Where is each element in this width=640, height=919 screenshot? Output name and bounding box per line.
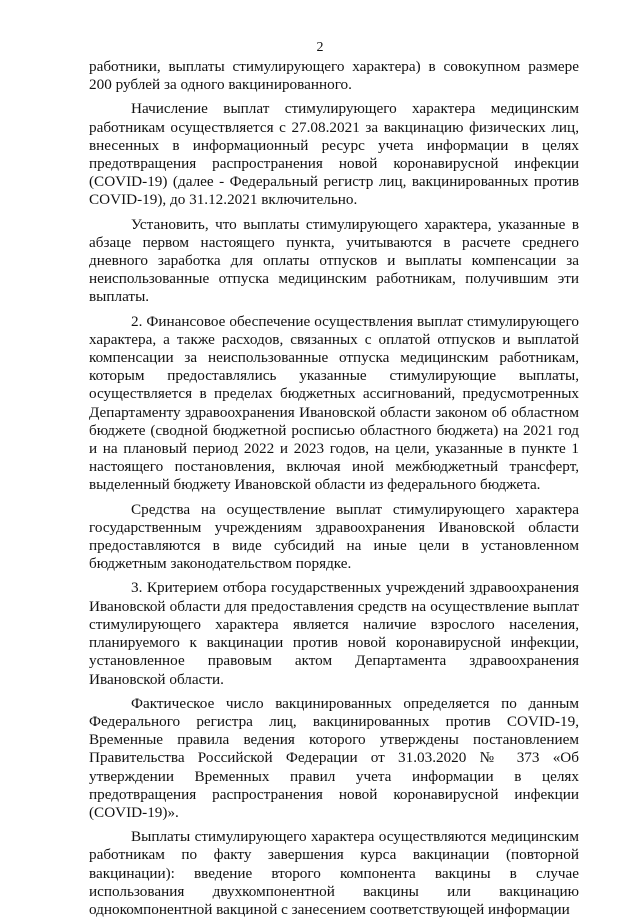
paragraph-2: Начисление выплат стимулирующего характера медицинским работникам осуществляется с 27.08.2021 за вакцинацию физических лиц, внесенных в информационный ресурс учета информации в целях предотвращения распространения новой коронавирусной инфекции (COVID-19) (далее - Федеральный регистр лиц, вакцинированных против COVID-19), до 31.12.2021 включительно. [89, 100, 579, 209]
paragraph-6: 3. Критерием отбора государственных учреждений здравоохранения Ивановской области для предоставления средств на осуществление выплат стимулирующего характера является наличие взрослого населения, планируемого к вакцинации против новой коронавирусной инфекции, установленное правовым актом Департамента здравоохранения Ивановской области. [89, 579, 579, 688]
page-number: 2 [316, 40, 324, 55]
paragraph-4: 2. Финансовое обеспечение осуществления выплат стимулирующего характера, а также расходов, связанных с оплатой отпусков и выплатой компенсации за неиспользованные отпуска медицинским работникам, которым предоставлялись указанные стимулирующие выплаты, осуществляется в пределах бюджетных ассигнований, предусмотренных Департаменту здравоохранения Ивановской области законом об областном бюджете (сводной бюджетной росписью областного бюджета) на 2021 год и на плановый период 2022 и 2023 годов, на цели, указанные в пункте 1 настоящего постановления, включая иной межбюджетный трансферт, выделенный бюджету Ивановской области из федерального бюджета. [89, 312, 579, 494]
paragraph-1-continuation: работники, выплаты стимулирующего характера) в совокупном размере 200 рублей за одного вакцинированного. [89, 58, 579, 94]
paragraph-5: Средства на осуществление выплат стимулирующего характера государственным учреждениям здравоохранения Ивановской области предоставляются в виде субсидий на иные цели в установленном бюджетным законодательством порядке. [89, 500, 579, 573]
document-body [89, 58, 579, 919]
paragraph-8: Выплаты стимулирующего характера осуществляются медицинским работникам по факту завершения курса вакцинации (повторной вакцинации): введение второго компонента вакцины в случае использования двухкомпонентной вакцины или вакцинацию однокомпонентной вакциной с занесением соответствующей информации [89, 828, 579, 918]
paragraph-7: Фактическое число вакцинированных определяется по данным Федерального регистра лиц, вакцинированных против COVID-19, Временные правила ведения которого утверждены постановлением Правительства Российской Федерации от 31.03.2020 № 373 «Об утверждении Временных правил учета информации в целях предотвращения распространения новой коронавирусной инфекции (COVID-19)». [89, 694, 579, 821]
paragraph-3: Установить, что выплаты стимулирующего характера, указанные в абзаце первом настоящего пункта, учитываются в расчете среднего дневного заработка для оплаты отпусков и выплаты компенсации за неиспользованные отпуска медицинским работникам, получившим эти выплаты. [89, 215, 579, 306]
